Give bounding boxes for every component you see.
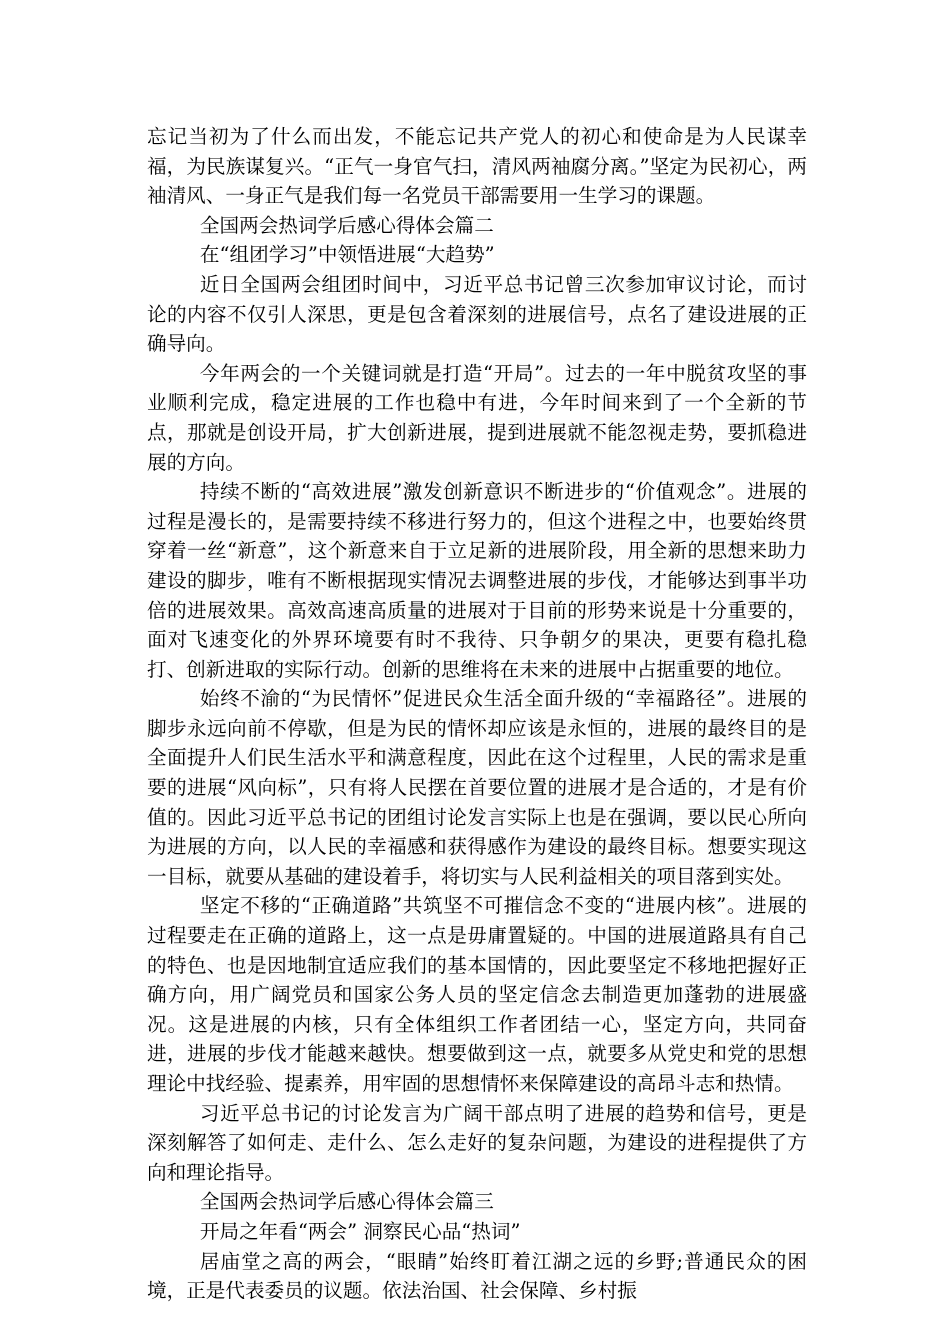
document-page	[147, 122, 807, 1306]
section-subtitle-part-three: 开局之年看“两会” 洞察民心品“热词”	[199, 1219, 521, 1243]
section-subtitle-part-two: 在“组团学习”中领悟进展“大趋势”	[199, 243, 495, 267]
body-paragraph-5: 今年两会的一个关键词就是打造“开局”。过去的一年中脱贫攻坚的事业顺利完成，稳定进展的工作也稳中有进，今年时间来到了一个全新的节点，那就是创设开局，扩大创新进展，提到进展就不能忽视走势，要抓稳进展的方向。	[147, 361, 807, 474]
section-title-part-three: 全国两会热词学后感心得体会篇三	[199, 1190, 494, 1214]
body-paragraph-1: 忘记当初为了什么而出发，不能忘记共产党人的初心和使命是为人民谋幸福，为民族谋复兴。“正气一身官气扫，清风两袖腐分离。”坚定为民初心，两袖清风、一身正气是我们每一名党员干部需要用一生学习的课题。	[147, 125, 807, 208]
body-paragraph-7: 始终不渝的“为民情怀”促进民众生活全面升级的“幸福路径”。进展的脚步永远向前不停歇，但是为民的情怀却应该是永恒的，进展的最终目的是全面提升人们民生活水平和满意程度，因此在这个过程里，人民的需求是重要的进展“风向标”，只有将人民摆在首要位置的进展才是合适的，才是有价值的。因此习近平总书记的团组讨论发言实际上也是在强调，要以民心所向为进展的方向，以人民的幸福感和获得感作为建设的最终目标。想要实现这一目标，就要从基础的建设着手，将切实与人民利益相关的项目落到实处。	[147, 687, 807, 888]
section-title-part-two: 全国两会热词学后感心得体会篇二	[199, 213, 494, 237]
body-paragraph-12: 居庙堂之高的两会，“眼睛”始终盯着江湖之远的乡野;普通民众的困境，正是代表委员的议题。依法治国、社会保障、乡村振	[147, 1249, 807, 1303]
body-paragraph-8: 坚定不移的“正确道路”共筑坚不可摧信念不变的“进展内核”。进展的过程要走在正确的道路上，这一点是毋庸置疑的。中国的进展道路具有自己的特色、也是因地制宜适应我们的基本国情的，因此要坚定不移地把握好正确方向，用广阔党员和国家公务人员的坚定信念去制造更加蓬勃的进展盛况。这是进展的内核，只有全体组织工作者团结一心，坚定方向，共同奋进，进展的步伐才能越来越快。想要做到这一点，就要多从党史和党的思想理论中找经验、提素养，用牢固的思想情怀来保障建设的高昂斗志和热情。	[147, 894, 807, 1095]
body-paragraph-6: 持续不断的“高效进展”激发创新意识不断进步的“价值观念”。进展的过程是漫长的，是需要持续不移进行努力的，但这个进程之中，也要始终贯穿着一丝“新意”，这个新意来自于立足新的进展阶段，用全新的思想来助力建设的脚步，唯有不断根据现实情况去调整进展的步伐，才能够达到事半功倍的进展效果。高效高速高质量的进展对于目前的形势来说是十分重要的，面对飞速变化的外界环境要有时不我待、只争朝夕的果决，更要有稳扎稳打、创新进取的实际行动。创新的思维将在未来的进展中占据重要的地位。	[147, 480, 807, 681]
body-paragraph-4: 近日全国两会组团时间中，习近平总书记曾三次参加审议讨论，而讨论的内容不仅引人深思，更是包含着深刻的进展信号，点名了建设进展的正确导向。	[147, 272, 807, 356]
body-paragraph-9: 习近平总书记的讨论发言为广阔干部点明了进展的趋势和信号，更是深刻解答了如何走、走什么、怎么走好的复杂问题，为建设的进程提供了方向和理论指导。	[147, 1101, 807, 1184]
